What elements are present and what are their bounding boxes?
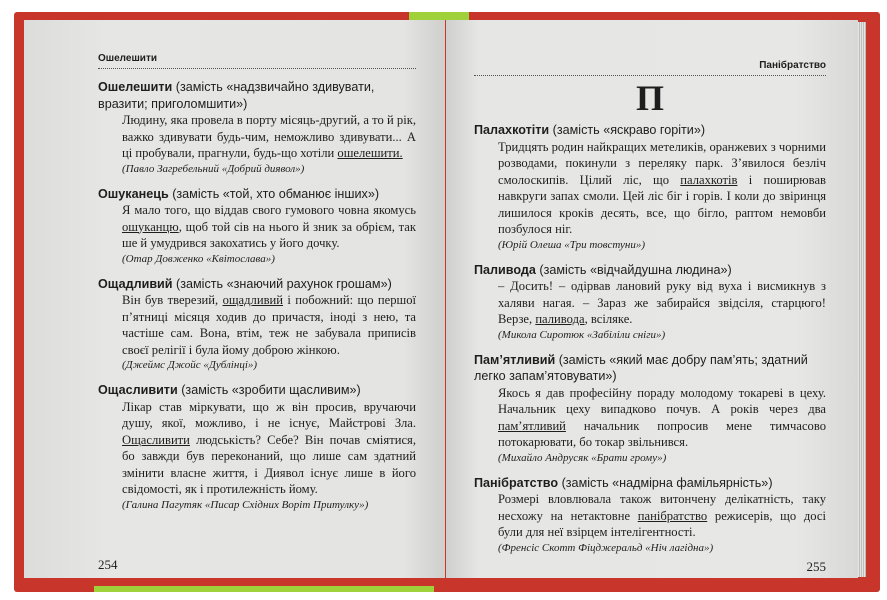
headword: Ошелешити [98,80,173,94]
highlighted-word: ощадливий [222,293,284,307]
highlighted-word: Ощасливити [122,432,190,447]
quote-source: (Михайло Андрусяк «Брати грому») [498,451,667,464]
headword: Ошуканець [98,186,169,201]
dictionary-entry [98,382,416,512]
quote-text: режисерів, що досі були для неї взірцем інтелігентності. [498,508,826,539]
entry-heading [98,276,416,293]
quote-text: Якось я дав професійну пораду молодому токареві в цеху. Начальник цеху випадково почув. А років через два [498,385,826,416]
headword: Пам’ятливий [474,352,556,367]
section-letter: П [635,78,664,118]
definition: (замість «яскраво горіти») [549,123,706,137]
quote-text: , щоб той сів на нього й зник за обрієм, так ше й умудрився закохатись у його дочку. [122,219,416,250]
entry-heading [474,352,826,385]
running-head: Панібратство [474,60,826,76]
page-number: 254 [98,557,118,572]
dictionary-entry [474,122,826,252]
headword: Ощасливити [98,383,178,397]
entry-heading [474,475,826,492]
definition: (замість «відчайдушна людина») [535,262,732,277]
right-page [446,20,858,578]
quote-text: начальник попросив мене тимчасово потокарювати, бо токар звільнився. [498,418,826,449]
quote-source: (Джеймс Джойс «Дублінці») [122,359,258,371]
definition: (замість «надмірна фамільярність») [558,475,773,490]
quote-source: (Павло Загребельний «Добрий диявол») [122,162,305,175]
quote [474,491,826,541]
quote-text: Лікар став міркувати, що ж він просив, вручаючи душу, якої, можливо, і не існує, Майстрові Зла. [122,399,416,430]
cover-decoration [94,586,434,592]
quote-text: Я мало того, що віддав свого гумового човна якомусь [122,203,416,217]
quote-text: – Досить! – одірвав лановий руку від вуха і висмикнув з халяви нагая. – Зараз же забирайся звідсіля, старцюго! Верзе, [498,279,826,326]
quote-text: Людину, яка провела в порту місяць-другий, а то й рік, важко здивувати будь-чим, неможливо здивувати... А ці пробували, прагнули, будь-що хотіли [122,113,416,160]
quote-text: , всіляке. [584,312,633,326]
headword: Панібратство [474,475,559,490]
highlighted-word: ошелешити. [337,146,403,160]
dictionary-entry [98,186,416,266]
highlighted-word: панібратство [637,508,708,523]
headword: Ощадливий [98,276,173,291]
quote [474,385,826,451]
entry-heading [474,122,826,139]
quote [474,278,826,328]
dictionary-entry [98,276,416,373]
quote [474,139,826,238]
entry-heading [474,262,826,279]
quote-source: (Отар Довженко «Квітослава») [122,252,275,265]
quote-text: Він був тверезий, [122,293,223,307]
entry-heading [98,79,416,112]
highlighted-word: палахкотів [680,172,738,187]
quote [98,399,416,498]
left-page [24,20,445,578]
headword: Палахкотіти [474,123,550,137]
running-head: Ошелешити [98,53,416,69]
quote [98,202,416,252]
dictionary-entry [98,79,416,176]
quote-text: людськість? Себе? Він почав сміятися, бо завжди був переконаний, що лише сам здатний змінити власне життя, і Диявол існує лише в його свідомості, як і протилежність йому. [122,432,416,496]
highlighted-word: пам’ятливий [498,418,566,433]
quote [98,112,416,162]
quote-source: (Галина Пагутяк «Писар Східних Воріт Притулку») [122,498,369,511]
quote-text: Тридцять родин найкращих метеликів, оранжевих з чорними розводами, покинули з переляку парк. З’явилося безліч смолоскипів. Цілий ліс, що [498,139,826,187]
entry-heading [98,382,416,399]
quote-source: (Юрій Олеша «Три товстуни») [498,238,645,251]
quote-source: (Френсіс Скотт Фіцджеральд «Ніч лагідна») [498,541,714,554]
entry-heading [98,186,416,203]
dictionary-entry [474,475,826,555]
highlighted-word: паливода [535,312,585,326]
left-page-column [98,53,416,572]
dictionary-entry [474,352,826,465]
definition: (замість «який має добру пам’ять; здатний легко запам’ятовувати») [474,352,808,383]
right-page-column [474,60,826,572]
quote-text: і поширював навкруги запах смоли. Цей ліс біг і горів. І коли до звіринця лишилося кроків десять, все, що бігло, раптом немовби позбулося ніг. [498,172,826,236]
quote [98,292,416,358]
quote-source: (Микола Сиротюк «Забіліли сніги») [498,328,666,341]
definition: (замість «знаючий рахунок грошам») [172,276,392,291]
cover-decoration [409,12,469,20]
highlighted-word: ошуканцю [122,219,179,234]
headword: Паливода [474,262,536,277]
definition: (замість «зробити щасливим») [177,383,361,397]
page-number: 255 [806,558,826,574]
definition: (замість «той, хто обманює інших») [168,186,380,201]
dictionary-entry [474,262,826,342]
definition: (замість «надзвичайно здивувати, вразити; приголомшити») [98,80,375,111]
quote-text: і побожний: що першої п’ятниці місяця ходив до причастя, іноді з нею, та частіше сам. Вона, втім, теж не забувала приписів своєї релігії і була йому доброю жінкою. [122,293,416,357]
quote-text: Розмері вловлювала також витончену делікатність, таку несхожу на нетактовне [498,492,826,523]
